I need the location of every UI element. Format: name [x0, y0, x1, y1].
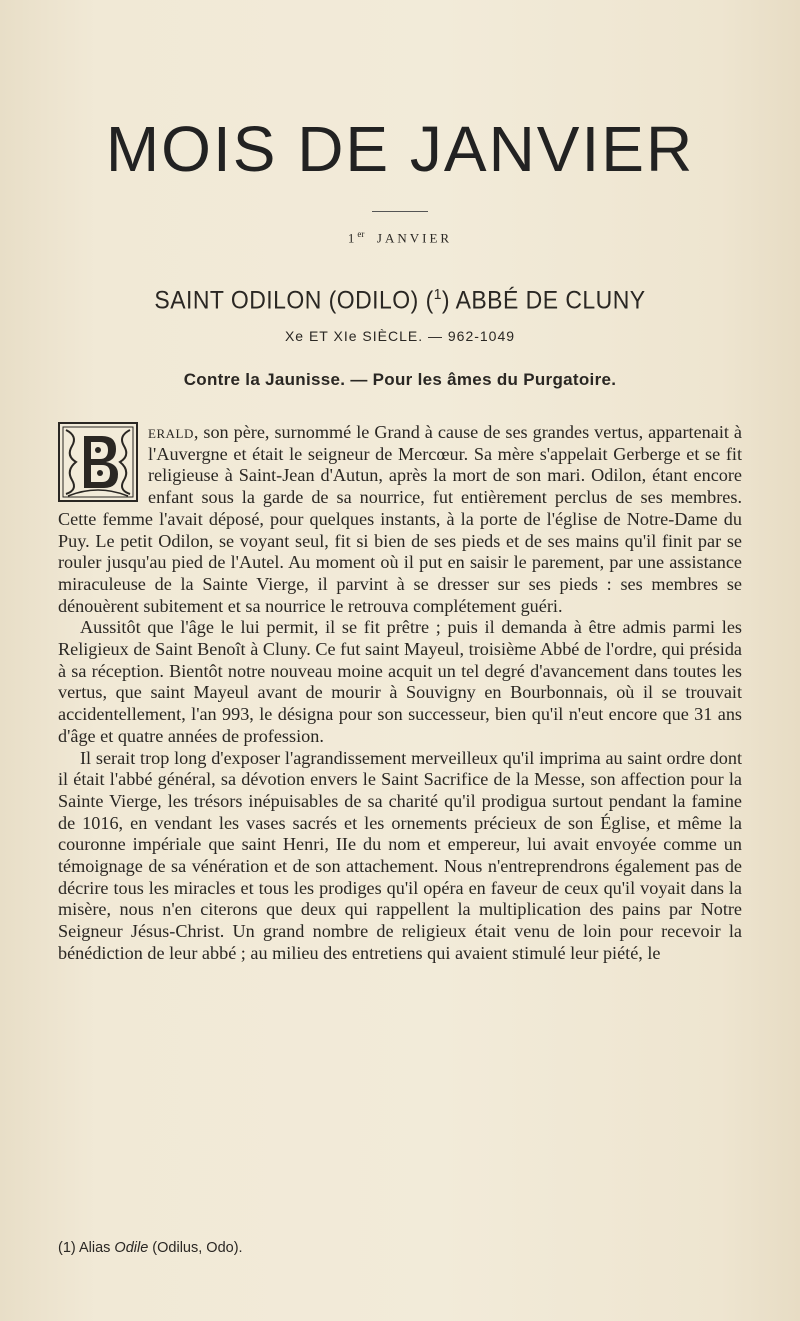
- date-suffix: er: [357, 229, 365, 239]
- month-title: MOIS DE JANVIER: [105, 113, 695, 185]
- date-month: JANVIER: [376, 230, 453, 246]
- date-heading: [0, 229, 800, 246]
- saint-title-end: ) ABBÉ DE CLUNY: [441, 286, 646, 315]
- saint-title-main: SAINT ODILON (ODILO) (: [154, 286, 434, 315]
- footnote-name: Odile: [114, 1240, 149, 1256]
- date-number: 1: [347, 230, 358, 246]
- footnote: [58, 1240, 243, 1256]
- dropcap-continuation: erald: [148, 422, 194, 442]
- dedication-line: Contre la Jaunisse. — Pour les âmes du Purgatoire.: [183, 370, 617, 389]
- paragraph-1: [58, 422, 742, 617]
- footnote-marker: (1) Alias: [58, 1240, 115, 1256]
- title-divider: [372, 211, 428, 212]
- paragraph-2: Aussitôt que l'âge le lui permit, il se fit prêtre ; puis il demanda à être admis parmi les Religieux de Saint Benoît à Cluny. Ce fut saint Mayeul, troisième Abbé de l'ordre, qui présida à sa réception. Bientôt notre nouveau moine acquit un tel degré d'avancement dans toutes les vertus, que saint Mayeul avant de mourir à Souvigny en Bourbonnais, où il se trouvait accidentellement, l'an 993, le désigna pour son successeur, bien qu'il n'eut encore que 31 ans d'âge et quatre années de profession.: [58, 617, 742, 746]
- saint-heading: [32, 286, 768, 315]
- body-text: [58, 422, 742, 965]
- paragraph-1-text: , son père, surnommé le Grand à cause de ses grandes vertus, appartenait à l'Auvergne et était le seigneur de Mercœur. Sa mère s'appelait Gerberge et se fit religieuse à Saint-Jean d'Autun, après la mort de son mari. Odilon, étant encore enfant sous la garde de sa nourrice, fut entièrement perclus de ses membres. Cette femme l'avait déposé, pour quelques instants, à la porte de l'église de Notre-Dame du Puy. Le petit Odilon, se voyant seul, fit si bien de ses pieds et de ses mains qu'il finit par se rouler jusqu'au pied de l'Autel. Au moment où il put en saisir le parement, par une assistance miraculeuse de la Sainte Vierge, il parvint à se dresser sur ses pieds : ses membres se dénouèrent subitement et sa nourrice le retrouva complétement guéri.: [58, 422, 742, 616]
- paragraph-3: Il serait trop long d'exposer l'agrandissement merveilleux qu'il imprima au saint ordre dont il était l'abbé général, sa dévotion envers le Saint Sacrifice de la Messe, son affection pour la Sainte Vierge, les trésors inépuisables de sa charité qu'il prodigua surtout pendant la famine de 1016, en vendant les vases sacrés et les ornements précieux de son Église, et même la couronne impériale que saint Henri, IIe du nom et empereur, lui avait envoyée comme un témoignage de sa vénération et de son attachement. Nous n'entreprendrons également pas de décrire tous les miracles et tous les prodiges qu'il opéra en faveur de ceux qu'il voyait dans la misère, nous n'en citerons que deux qui rappellent la multiplication des pains par Notre Seigneur Jésus-Christ. Un grand nombre de religieux était venu de loin pour recevoir la bénédiction de leur abbé ; au milieu des entretiens qui avaient stimulé leur piété, le: [58, 747, 742, 963]
- ornamental-dropcap-icon: [58, 422, 138, 502]
- footnote-rest: (Odilus, Odo).: [148, 1240, 243, 1256]
- saint-title-footnote-ref: 1: [433, 286, 442, 303]
- century-line: Xe ET XIe SIÈCLE. — 962-1049: [284, 328, 516, 344]
